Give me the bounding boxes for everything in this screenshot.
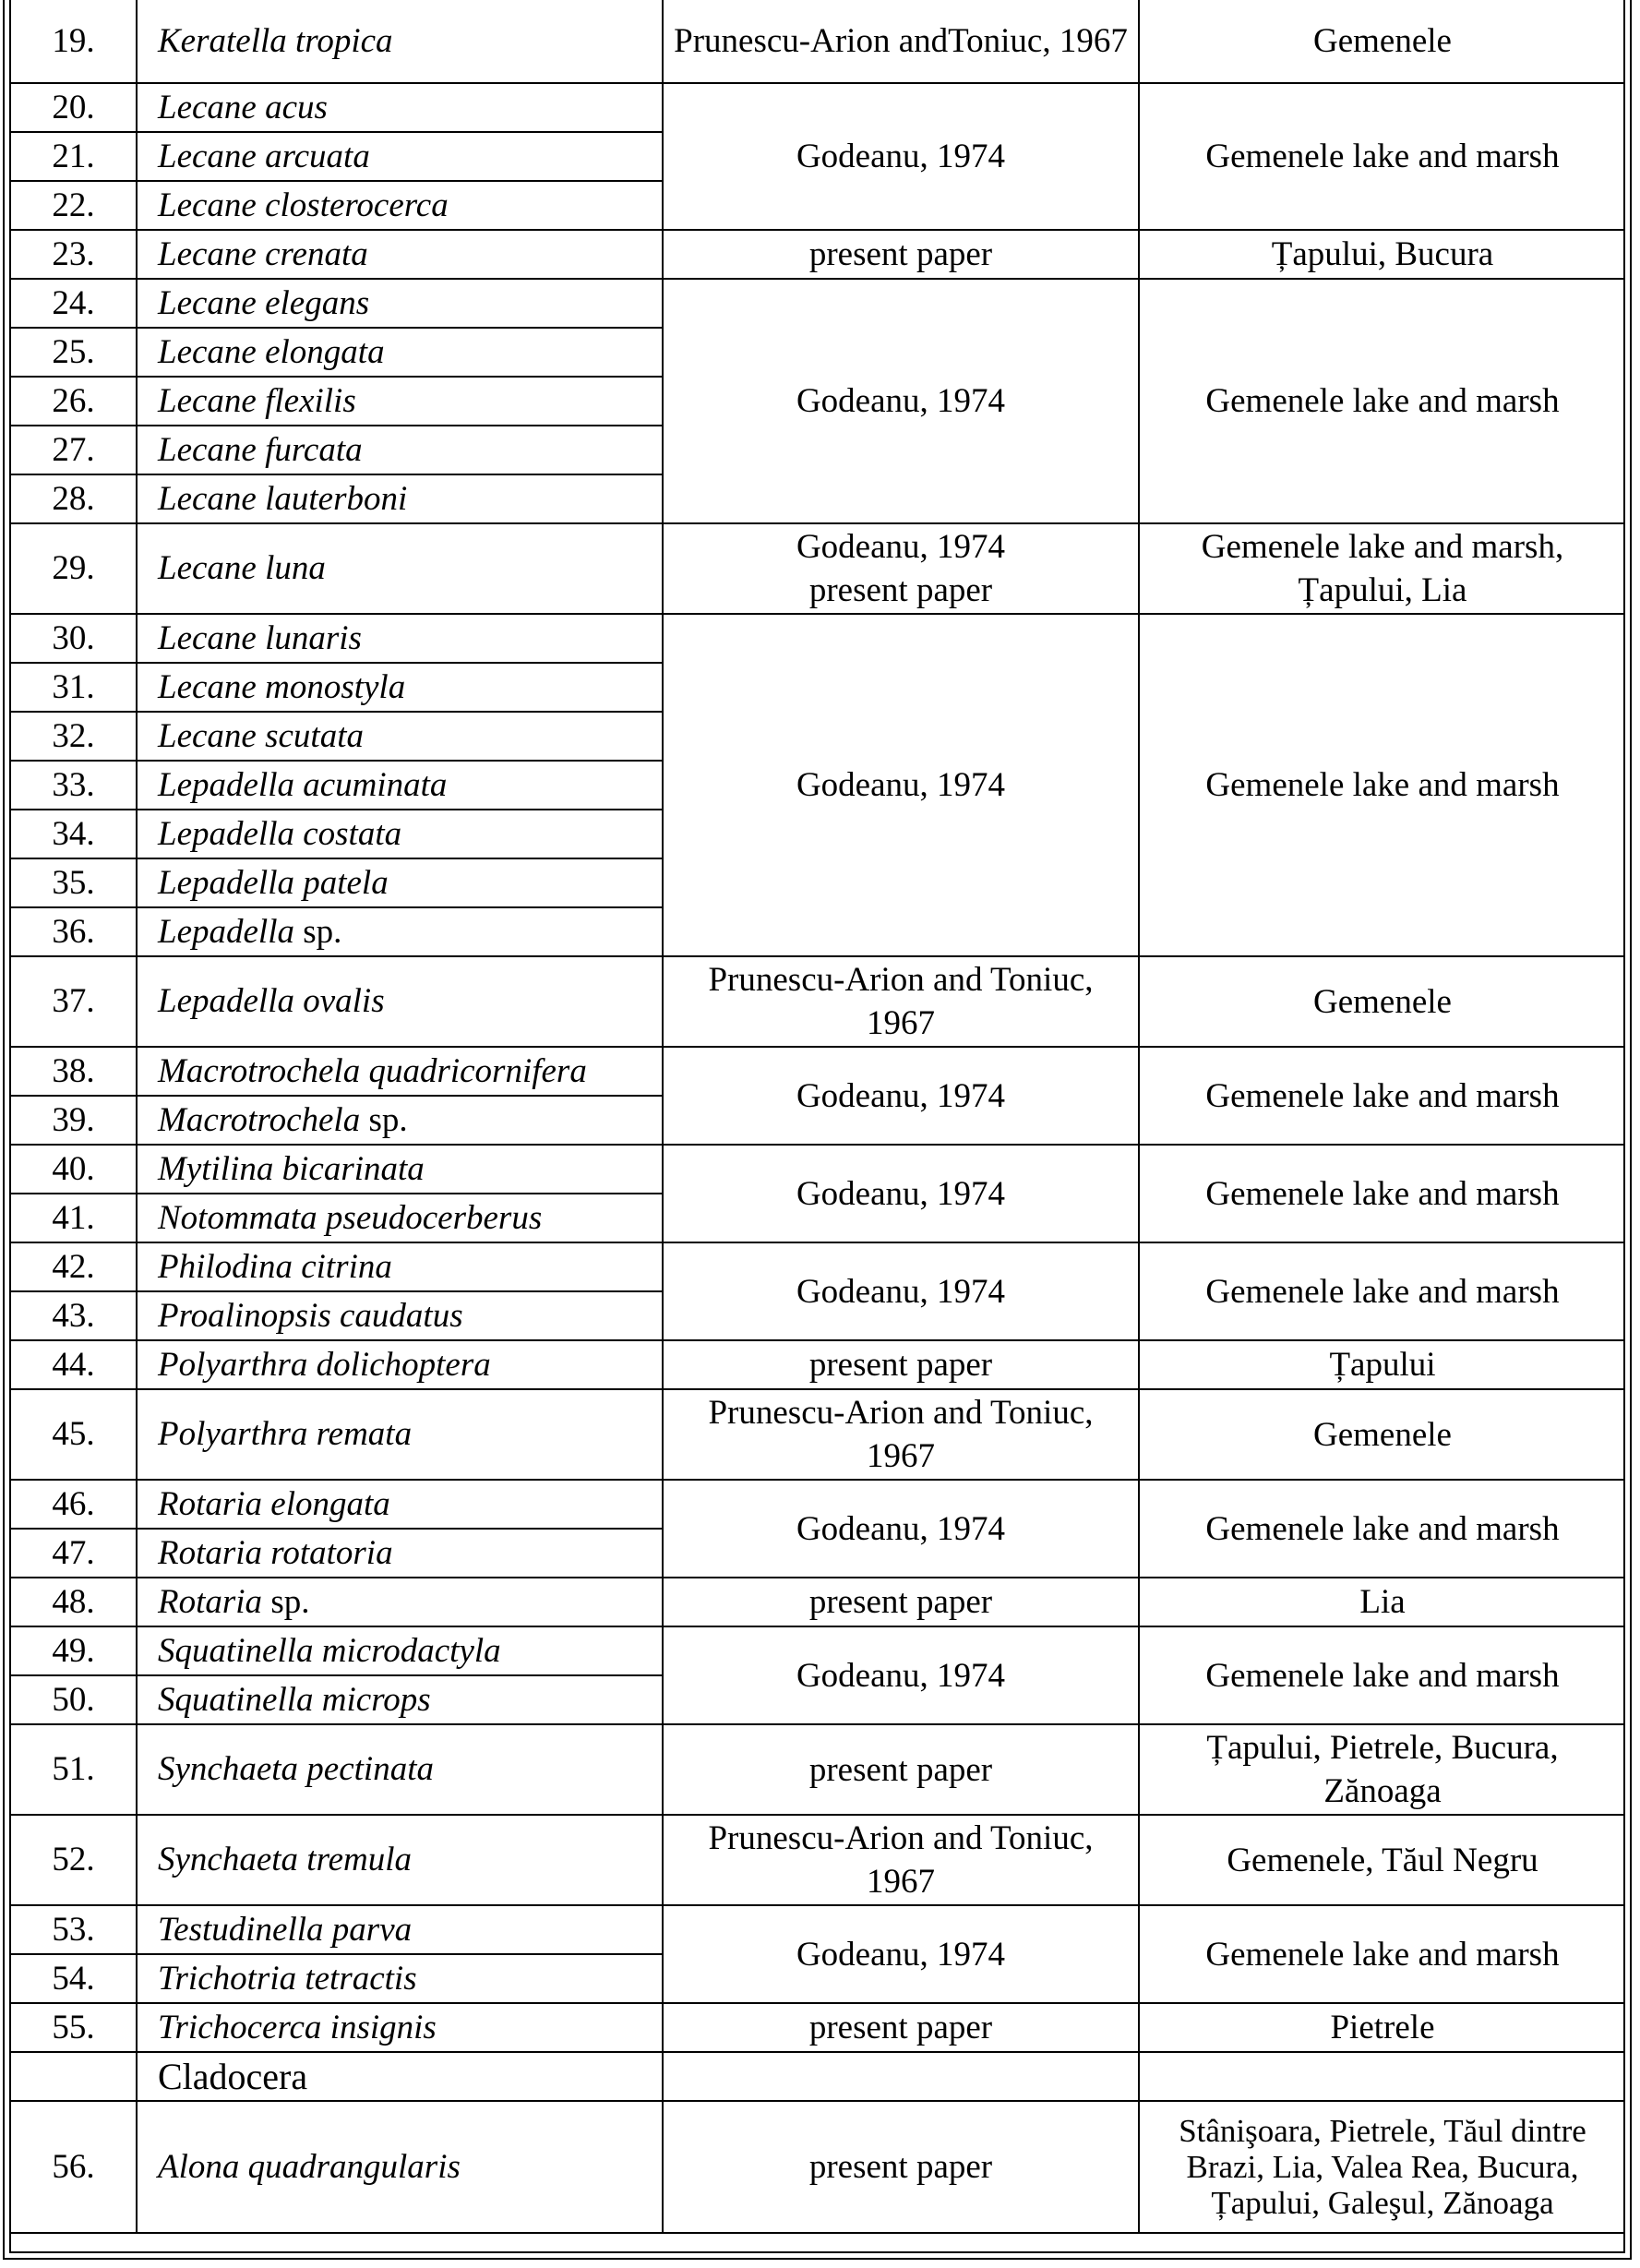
species-genus: Macrotrochela quadricornifera — [158, 1051, 587, 1090]
row-number: 39. — [11, 1096, 137, 1145]
locality-cell: Lia — [1139, 1578, 1625, 1626]
species-genus: Notommata pseudocerberus — [158, 1198, 543, 1237]
row-number: 28. — [11, 474, 137, 523]
species-genus: Lecane lauterboni — [158, 479, 408, 518]
species-name — [137, 1096, 663, 1145]
locality-cell: Gemenele lake and marsh — [1139, 1242, 1625, 1340]
species-genus: Lepadella ovalis — [158, 982, 385, 1020]
locality-cell: Gemenele lake and marsh — [1139, 614, 1625, 956]
row-number: 54. — [11, 1954, 137, 2003]
table-row — [11, 1242, 1625, 1291]
species-name — [137, 1578, 663, 1626]
species-name — [137, 132, 663, 181]
row-number: 25. — [11, 328, 137, 377]
species-genus: Rotaria rotatoria — [158, 1533, 393, 1572]
species-name — [137, 1815, 663, 1905]
species-name — [137, 1291, 663, 1340]
row-number: 46. — [11, 1480, 137, 1529]
species-genus: Lecane crenata — [158, 234, 368, 273]
species-genus: Lecane monostyla — [158, 667, 406, 706]
species-genus: Lepadella — [158, 912, 294, 951]
table-row — [11, 279, 1625, 328]
row-number: 40. — [11, 1145, 137, 1194]
species-name — [137, 1047, 663, 1096]
locality-cell: Gemenele lake and marsh — [1139, 1047, 1625, 1145]
locality-cell: Gemenele lake and marsh — [1139, 1480, 1625, 1578]
species-name — [137, 1724, 663, 1815]
locality-cell: Țapului, Bucura — [1139, 230, 1625, 279]
species-genus: Polyarthra remata — [158, 1415, 413, 1453]
table-row — [11, 1815, 1625, 1905]
locality-cell: Gemenele lake and marsh — [1139, 1626, 1625, 1724]
row-number: 42. — [11, 1242, 137, 1291]
species-genus: Lepadella costata — [158, 814, 402, 853]
species-genus: Trichocerca insignis — [158, 2008, 437, 2046]
row-number: 43. — [11, 1291, 137, 1340]
table-row — [11, 956, 1625, 1047]
row-number: 50. — [11, 1675, 137, 1724]
row-number: 52. — [11, 1815, 137, 1905]
table-row — [11, 230, 1625, 279]
species-genus: Squatinella microps — [158, 1680, 431, 1719]
row-number: 24. — [11, 279, 137, 328]
species-name — [137, 810, 663, 858]
reference-cell: Godeanu, 1974 — [663, 1905, 1139, 2003]
reference-cell: Prunescu-Arion and Toniuc, 1967 — [663, 1389, 1139, 1480]
reference-cell: Godeanu, 1974 — [663, 279, 1139, 523]
row-number: 34. — [11, 810, 137, 858]
species-genus: Lecane elegans — [158, 283, 370, 322]
reference-cell: Godeanu, 1974 — [663, 1242, 1139, 1340]
table-row — [11, 523, 1625, 614]
row-number: 26. — [11, 377, 137, 426]
species-name — [137, 1340, 663, 1389]
locality-cell: Gemenele lake and marsh — [1139, 1905, 1625, 2003]
row-number: 21. — [11, 132, 137, 181]
row-number: 27. — [11, 426, 137, 474]
row-number: 37. — [11, 956, 137, 1047]
species-name — [137, 523, 663, 614]
species-name — [137, 2003, 663, 2052]
species-name — [137, 1954, 663, 2003]
species-name — [137, 1626, 663, 1675]
species-name — [137, 907, 663, 956]
row-number: 48. — [11, 1578, 137, 1626]
species-genus: Alona quadrangularis — [158, 2147, 461, 2186]
species-genus: Lecane closterocerca — [158, 186, 449, 224]
species-suffix: sp. — [262, 1582, 310, 1621]
species-genus: Squatinella microdactyla — [158, 1631, 501, 1670]
species-name — [137, 230, 663, 279]
species-name — [137, 83, 663, 132]
row-number: 41. — [11, 1194, 137, 1242]
locality-cell: Pietrele — [1139, 2003, 1625, 2052]
locality-cell: Gemenele — [1139, 1389, 1625, 1480]
locality-cell: Gemenele lake and marsh — [1139, 1145, 1625, 1242]
species-genus: Lecane flexilis — [158, 381, 356, 420]
reference-cell: Godeanu, 1974 — [663, 1145, 1139, 1242]
row-number: 30. — [11, 614, 137, 663]
table-row — [11, 1389, 1625, 1480]
row-number: 36. — [11, 907, 137, 956]
table-row — [11, 1626, 1625, 1675]
row-number: 55. — [11, 2003, 137, 2052]
species-suffix: sp. — [293, 912, 342, 951]
species-genus: Proalinopsis caudatus — [158, 1296, 463, 1335]
row-number: 33. — [11, 761, 137, 810]
species-name — [137, 181, 663, 230]
species-genus: Synchaeta tremula — [158, 1841, 413, 1878]
species-genus: Synchaeta pectinata — [158, 1750, 434, 1788]
species-genus: Polyarthra dolichoptera — [158, 1345, 491, 1384]
species-name — [137, 2101, 663, 2233]
species-name — [137, 1905, 663, 1954]
species-name — [137, 377, 663, 426]
row-number: 45. — [11, 1389, 137, 1480]
species-genus: Lecane scutata — [158, 716, 364, 755]
species-name — [137, 1675, 663, 1724]
species-name — [137, 712, 663, 761]
species-genus: Testudinella parva — [158, 1910, 413, 1949]
species-name — [137, 663, 663, 712]
reference-cell: Godeanu, 1974 — [663, 1047, 1139, 1145]
species-suffix: sp. — [360, 1100, 408, 1139]
table-row — [11, 1340, 1625, 1389]
table-row — [11, 0, 1625, 83]
row-number: 19. — [11, 0, 137, 83]
species-genus: Lecane acus — [158, 88, 328, 126]
species-name — [137, 1529, 663, 1578]
table-row — [11, 2003, 1625, 2052]
species-name — [137, 474, 663, 523]
row-number: 29. — [11, 523, 137, 614]
species-name — [137, 761, 663, 810]
species-genus: Lecane lunaris — [158, 618, 362, 657]
group-row — [11, 2052, 1625, 2101]
table-row — [11, 1905, 1625, 1954]
table-row — [11, 614, 1625, 663]
reference-cell: present paper — [663, 230, 1139, 279]
locality-cell: Țapului, Pietrele, Bucura, Zănoaga — [1139, 1724, 1625, 1815]
species-genus: Philodina citrina — [158, 1247, 392, 1286]
row-number: 44. — [11, 1340, 137, 1389]
reference-cell: Prunescu-Arion andToniuc, 1967 — [663, 0, 1139, 83]
table-row — [11, 1578, 1625, 1626]
species-genus: Mytilina bicarinata — [158, 1149, 425, 1188]
reference-cell: Prunescu-Arion and Toniuc, 1967 — [663, 1815, 1139, 1905]
species-genus: Lecane arcuata — [158, 137, 370, 175]
reference-cell: present paper — [663, 1578, 1139, 1626]
group-locality-cell — [1139, 2052, 1625, 2101]
species-name — [137, 956, 663, 1047]
species-genus: Trichotria tetractis — [158, 1959, 417, 1998]
reference-cell: Godeanu, 1974 — [663, 1626, 1139, 1724]
reference-cell: present paper — [663, 1724, 1139, 1815]
group-label: Cladocera — [137, 2052, 663, 2101]
reference-cell: Prunescu-Arion and Toniuc, 1967 — [663, 956, 1139, 1047]
species-genus: Lecane luna — [158, 549, 326, 587]
locality-cell: Țapului — [1139, 1340, 1625, 1389]
species-genus: Keratella tropica — [158, 21, 393, 60]
row-number: 22. — [11, 181, 137, 230]
species-name — [137, 1242, 663, 1291]
table-row — [11, 1047, 1625, 1096]
row-number: 35. — [11, 858, 137, 907]
reference-cell: present paper — [663, 1340, 1139, 1389]
row-number: 51. — [11, 1724, 137, 1815]
row-number: 47. — [11, 1529, 137, 1578]
species-genus: Lecane elongata — [158, 332, 385, 371]
locality-cell: Gemenele lake and marsh — [1139, 83, 1625, 230]
species-name — [137, 279, 663, 328]
table-inner-frame — [9, 0, 1625, 2253]
row-number: 31. — [11, 663, 137, 712]
locality-cell: Gemenele — [1139, 0, 1625, 83]
species-genus: Lepadella acuminata — [158, 765, 448, 804]
reference-cell: present paper — [663, 2101, 1139, 2233]
reference-cell: Godeanu, 1974 — [663, 614, 1139, 956]
species-table — [11, 0, 1625, 2234]
locality-cell: Gemenele lake and marsh, Țapului, Lia — [1139, 523, 1625, 614]
table-row — [11, 1480, 1625, 1529]
locality-cell: Gemenele, Tăul Negru — [1139, 1815, 1625, 1905]
row-number: 38. — [11, 1047, 137, 1096]
species-genus: Rotaria elongata — [158, 1484, 390, 1523]
row-number: 49. — [11, 1626, 137, 1675]
species-name — [137, 0, 663, 83]
reference-cell: Godeanu, 1974 — [663, 83, 1139, 230]
group-reference-cell — [663, 2052, 1139, 2101]
reference-cell: Godeanu, 1974 — [663, 1480, 1139, 1578]
species-name — [137, 328, 663, 377]
species-name — [137, 426, 663, 474]
species-genus: Lecane furcata — [158, 430, 363, 469]
locality-cell: Stânişoara, Pietrele, Tăul dintre Brazi, Lia, Valea Rea, Bucura, Țapului, Galeşul, Zănoaga — [1139, 2101, 1625, 2233]
species-name — [137, 1145, 663, 1194]
row-number: 32. — [11, 712, 137, 761]
table-row — [11, 2101, 1625, 2233]
table-outer-frame — [3, 0, 1632, 2260]
table-row — [11, 1145, 1625, 1194]
row-number: 53. — [11, 1905, 137, 1954]
species-name — [137, 858, 663, 907]
locality-cell: Gemenele — [1139, 956, 1625, 1047]
species-name — [137, 1480, 663, 1529]
row-number: 20. — [11, 83, 137, 132]
species-name — [137, 614, 663, 663]
row-number: 56. — [11, 2101, 137, 2233]
table-row — [11, 83, 1625, 132]
species-name — [137, 1194, 663, 1242]
species-genus: Macrotrochela — [158, 1100, 361, 1139]
species-genus: Lepadella patela — [158, 863, 389, 902]
species-genus: Rotaria — [158, 1582, 263, 1621]
species-name — [137, 1389, 663, 1480]
table-row — [11, 1724, 1625, 1815]
reference-cell: present paper — [663, 2003, 1139, 2052]
group-number-cell — [11, 2052, 137, 2101]
locality-cell: Gemenele lake and marsh — [1139, 279, 1625, 523]
row-number: 23. — [11, 230, 137, 279]
reference-cell: Godeanu, 1974 present paper — [663, 523, 1139, 614]
